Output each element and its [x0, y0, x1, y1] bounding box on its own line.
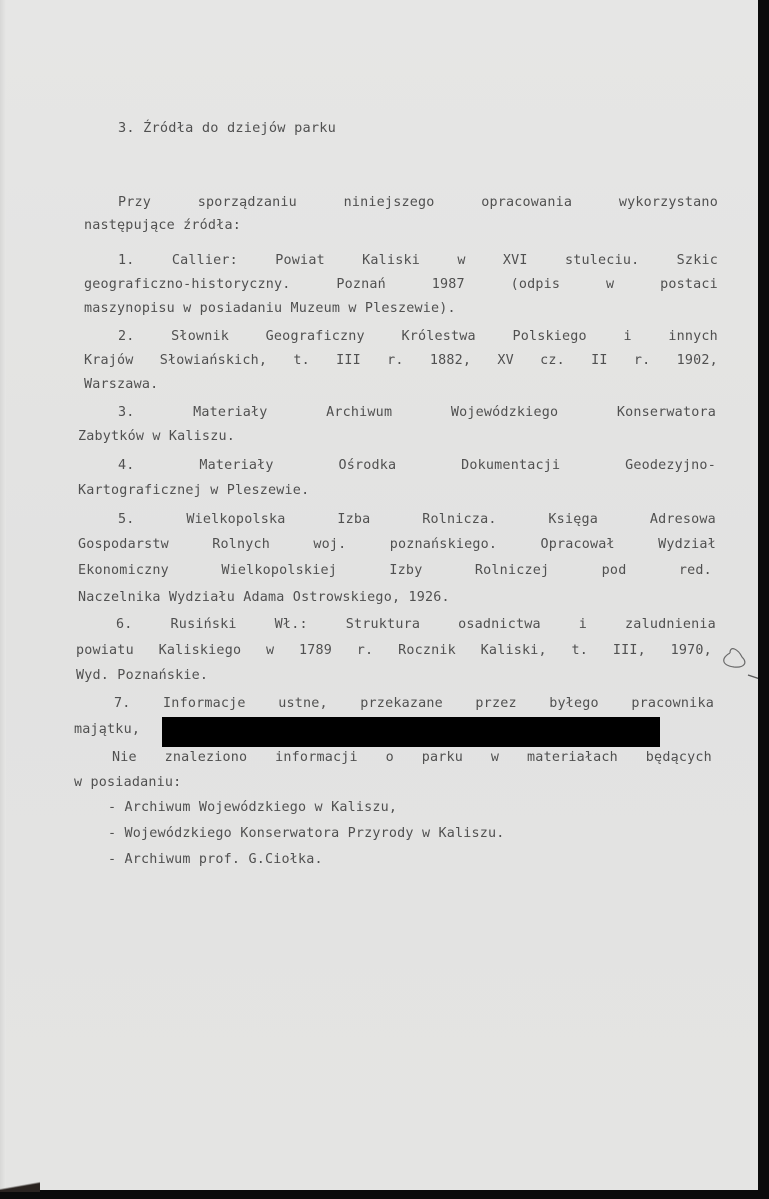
word: Materiały — [199, 458, 274, 473]
word: Kaliskiego — [158, 643, 242, 658]
word: r. — [387, 353, 404, 368]
word: Geograficzny — [265, 329, 365, 344]
word: Struktura — [345, 617, 421, 632]
page-left-edge — [0, 0, 6, 1190]
source-2-line-1 — [118, 329, 718, 344]
word: postaci — [660, 277, 718, 292]
source-4-line-1 — [118, 458, 716, 473]
word: i — [623, 329, 632, 344]
word: Ekonomiczny — [78, 563, 169, 578]
word: Królestwa — [401, 329, 476, 344]
source-1-line-1 — [118, 253, 718, 268]
word: Rusiński — [170, 617, 237, 632]
word: opracowania — [481, 195, 573, 210]
word: r. — [356, 643, 374, 658]
source-6-line-2 — [76, 643, 712, 658]
word: 1789 — [298, 643, 333, 658]
source-1-line-2 — [84, 277, 718, 292]
word: w — [490, 750, 500, 765]
word: III, — [612, 643, 646, 658]
word: Rolniczej — [474, 563, 550, 578]
word: red. — [678, 563, 712, 578]
word: Izby — [389, 563, 423, 578]
not-found-item-1: - Archiwum Wojewódzkiego w Kaliszu, — [108, 800, 398, 815]
word: Izba — [337, 512, 371, 527]
word: Konserwatora — [616, 405, 716, 420]
not-found-item-3: - Archiwum prof. G.Ciołka. — [108, 852, 323, 867]
word: Rolnicza. — [422, 512, 497, 527]
word: sporządzaniu — [197, 195, 297, 210]
word: Polskiego — [512, 329, 587, 344]
word: 1902, — [676, 353, 718, 368]
word: Wydział — [658, 537, 716, 552]
word: woj. — [313, 537, 347, 552]
word: Krajów — [84, 353, 134, 368]
intro-line-1 — [118, 195, 718, 210]
word: Rocznik — [398, 643, 456, 658]
word: geograficzno-historyczny. — [84, 277, 291, 292]
word: Adresowa — [649, 512, 716, 527]
word: Archiwum — [326, 405, 393, 420]
not-found-line-2: w posiadaniu: — [74, 775, 182, 790]
word: byłego — [549, 696, 599, 711]
word: Przy — [118, 195, 152, 210]
source-6-line-1 — [116, 617, 716, 632]
word: przez — [475, 696, 517, 711]
source-2-line-2 — [84, 353, 718, 368]
word: Materiały — [193, 405, 268, 420]
source-4-line-2: Kartograficznej w Pleszewie. — [78, 483, 310, 498]
word: stuleciu. — [565, 253, 640, 268]
word: 1970, — [670, 643, 712, 658]
word: pod — [601, 563, 627, 578]
word: niniejszego — [343, 195, 435, 210]
section-heading: 3. Źródła do dziejów parku — [118, 120, 336, 136]
word: Wielkopolskiej — [221, 563, 337, 578]
source-1-line-3: maszynopisu w posiadaniu Muzeum w Pleszewie). — [84, 301, 456, 316]
word: Słownik — [171, 329, 230, 344]
word: będących — [645, 750, 712, 765]
source-5-line-1 — [118, 512, 716, 527]
word: innych — [668, 329, 718, 344]
word: 2. — [118, 329, 135, 344]
scan-border-right — [758, 0, 769, 1199]
word: w — [606, 277, 615, 292]
word: 1882, — [429, 353, 472, 368]
word: Opracował — [540, 537, 615, 552]
scan-border-bottom — [0, 1190, 769, 1199]
word: o — [385, 750, 394, 765]
word: II — [591, 353, 608, 368]
source-5-line-4: Naczelnika Wydziału Adama Ostrowskiego, 1926. — [78, 590, 450, 605]
word: 5. — [118, 512, 135, 527]
word: Informacje — [163, 696, 246, 711]
word: zaludnienia — [625, 617, 716, 632]
word: Dokumentacji — [461, 458, 561, 473]
word: Powiat — [275, 253, 325, 268]
word: 1. — [118, 253, 135, 268]
source-7-line-1 — [114, 696, 714, 711]
word: 6. — [116, 617, 133, 632]
word: i — [578, 617, 588, 632]
word: Kaliski, — [480, 643, 547, 658]
word: 3. — [118, 405, 135, 420]
source-5-line-3 — [78, 563, 712, 578]
word: Gospodarstw — [78, 537, 169, 552]
not-found-item-2: - Wojewódzkiego Konserwatora Przyrody w Kaliszu. — [108, 826, 505, 841]
word: Księga — [548, 512, 598, 527]
word: Callier: — [171, 253, 238, 268]
word: XVI — [502, 253, 528, 268]
word: powiatu — [76, 643, 134, 658]
word: znaleziono — [164, 750, 248, 765]
word: w — [457, 253, 466, 268]
word: XV — [497, 353, 514, 368]
source-6-line-3: Wyd. Poznańskie. — [76, 668, 209, 683]
word: III — [336, 353, 361, 368]
word: 1987 — [431, 277, 465, 292]
word: Wielkopolska — [186, 512, 286, 527]
word: cz. — [540, 353, 565, 368]
source-7-line-2: majątku, — [74, 722, 141, 737]
source-3-line-1 — [118, 405, 716, 420]
word: parku — [421, 750, 464, 765]
word: ustne, — [278, 696, 328, 711]
word: wykorzystano — [618, 195, 718, 210]
word: Szkic — [676, 253, 718, 268]
scan-corner-shadow — [0, 1180, 40, 1192]
word: t. — [571, 643, 589, 658]
redaction-bar — [162, 717, 660, 747]
word: przekazane — [360, 696, 443, 711]
word: informacji — [275, 750, 358, 765]
word: 4. — [118, 458, 135, 473]
word: osadnictwa — [458, 617, 541, 632]
word: Słowiańskich, — [159, 353, 268, 368]
not-found-line-1 — [112, 750, 712, 765]
intro-line-2: następujące źródła: — [84, 218, 241, 233]
word: Geodezyjno- — [625, 458, 716, 473]
word: poznańskiego. — [389, 537, 498, 552]
source-5-line-2 — [78, 537, 716, 552]
word: 7. — [114, 696, 131, 711]
word: w — [265, 643, 275, 658]
word: Rolnych — [212, 537, 271, 552]
word: Nie — [112, 750, 137, 765]
word: pracownika — [631, 696, 714, 711]
word: Ośrodka — [338, 458, 397, 473]
word: (odpis — [510, 277, 561, 292]
word: r. — [633, 353, 651, 368]
word: Poznań — [336, 277, 386, 292]
word: t. — [293, 353, 310, 368]
source-2-line-3: Warszawa. — [84, 377, 159, 392]
word: materiałach — [527, 750, 618, 765]
word: Wł.: — [274, 617, 308, 632]
word: Wojewódzkiego — [450, 405, 559, 420]
source-3-line-2: Zabytków w Kaliszu. — [78, 429, 235, 444]
word: Kaliski — [362, 253, 420, 268]
